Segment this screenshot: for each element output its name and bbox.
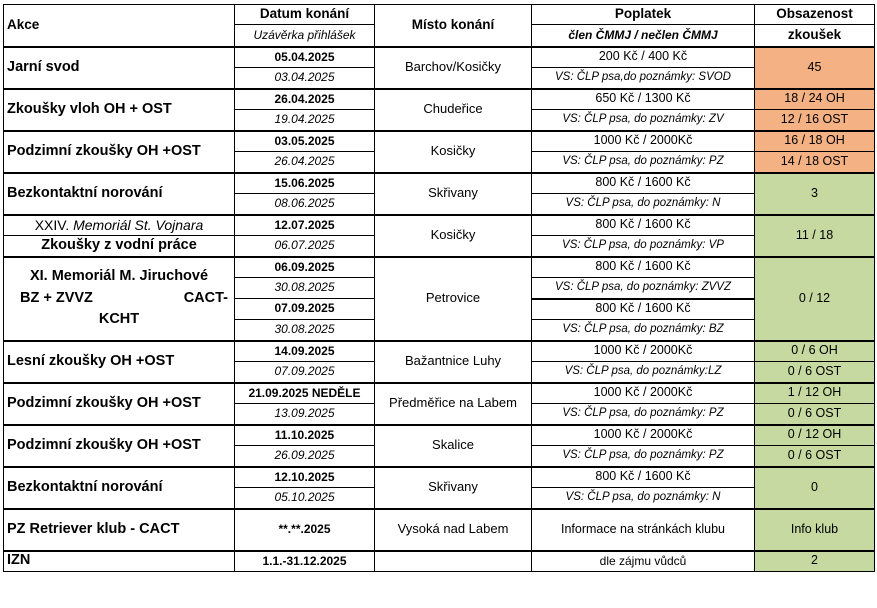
event-occupancy: 2	[755, 551, 875, 572]
event-name	[4, 257, 235, 341]
event-vs: VS: ČLP psa, do poznámky: N	[532, 488, 755, 509]
event-date: 05.04.2025	[235, 47, 375, 68]
event-name-line2	[8, 291, 230, 307]
event-name: Podzimní zkoušky OH +OST	[4, 425, 235, 467]
event-occupancy: 3	[755, 173, 875, 215]
event-occupancy: 0 / 12	[755, 257, 875, 341]
event-occupancy-oh: 18 / 24 OH	[755, 89, 875, 110]
event-deadline: 19.04.2025	[235, 110, 375, 131]
event-place: Barchov/Kosičky	[375, 47, 532, 89]
event-name: Lesní zkoušky OH +OST	[4, 341, 235, 383]
event-name: Jarní svod	[4, 47, 235, 89]
event-fee: 800 Kč / 1600 Kč	[532, 467, 755, 488]
event-name: Bezkontaktní norování	[4, 173, 235, 215]
event-vs: VS: ČLP psa,do poznámky: SVOD	[532, 68, 755, 89]
header-clen: člen ČMMJ / nečlen ČMMJ	[532, 25, 755, 47]
event-vs: VS: ČLP psa, do poznámky: VP	[532, 236, 755, 257]
event-name: Podzimní zkoušky OH +OST	[4, 383, 235, 425]
event-place: Skřivany	[375, 467, 532, 509]
event-date: 21.09.2025 NEDĚLE	[235, 383, 375, 404]
event-occupancy: 45	[755, 47, 875, 89]
event-vs: VS: ČLP psa, do poznámky: N	[532, 194, 755, 215]
event-occupancy-ost: 0 / 6 OST	[755, 404, 875, 425]
event-fee: 650 Kč / 1300 Kč	[532, 89, 755, 110]
event-occupancy-oh: 0 / 12 OH	[755, 425, 875, 446]
event-place: Kosičky	[375, 131, 532, 173]
event-date: 12.07.2025	[235, 215, 375, 236]
memorial-number: XXIV.	[34, 216, 74, 233]
memorial-title: Memoriál St. Vojnara	[73, 216, 204, 233]
event-name-part-b: CACT-	[183, 289, 228, 306]
event-vs: VS: ČLP psa, do poznámky: PZ	[532, 404, 755, 425]
header-misto: Místo konání	[375, 5, 532, 47]
event-date: **.**.2025	[235, 509, 375, 551]
event-deadline: 13.09.2025	[235, 404, 375, 425]
event-occupancy: 11 / 18	[755, 215, 875, 257]
event-deadline: 06.07.2025	[235, 236, 375, 257]
event-fee: 800 Kč / 1600 Kč	[532, 173, 755, 194]
event-place: Skalice	[375, 425, 532, 467]
event-date: 1.1.-31.12.2025	[235, 551, 375, 572]
event-occupancy-ost: 14 / 18 OST	[755, 152, 875, 173]
event-date: 14.09.2025	[235, 341, 375, 362]
event-name-line2: Zkoušky z vodní práce	[4, 236, 235, 257]
event-vs: VS: ČLP psa, do poznámky: PZ	[532, 446, 755, 467]
event-fee: 1000 Kč / 2000Kč	[532, 341, 755, 362]
event-fee: 800 Kč / 1600 Kč	[532, 215, 755, 236]
event-place: Vysoká nad Labem	[375, 509, 532, 551]
event-name-part-a: BZ + ZVVZ	[20, 289, 93, 306]
event-fee: 1000 Kč / 2000Kč	[532, 425, 755, 446]
header-poplatek: Poplatek	[532, 5, 755, 25]
event-deadline: 26.09.2025	[235, 446, 375, 467]
event-vs: VS: ČLP psa, do poznámky: PZ	[532, 152, 755, 173]
header-uzaverka: Uzávěrka přihlášek	[235, 25, 375, 47]
event-deadline: 08.06.2025	[235, 194, 375, 215]
event-occupancy-ost: 0 / 6 OST	[755, 446, 875, 467]
event-deadline: 05.10.2025	[235, 488, 375, 509]
header-obsazenost-2: zkoušek	[755, 25, 875, 47]
event-place: Chudeřice	[375, 89, 532, 131]
event-place: Skřivany	[375, 173, 532, 215]
event-place: Bažantnice Luhy	[375, 341, 532, 383]
event-place: Kosičky	[375, 215, 532, 257]
event-date: 15.06.2025	[235, 173, 375, 194]
header-akce: Akce	[4, 5, 235, 47]
event-occupancy-ost: 12 / 16 OST	[755, 110, 875, 131]
event-vs: VS: ČLP psa, do poznámky: ZV	[532, 110, 755, 131]
event-fee-1: 800 Kč / 1600 Kč	[532, 257, 755, 278]
event-name-line1: XI. Memoriál M. Jiruchové	[29, 267, 209, 284]
event-deadline: 26.04.2025	[235, 152, 375, 173]
header-obsazenost: Obsazenost	[755, 5, 875, 25]
event-fee: 1000 Kč / 2000Kč	[532, 131, 755, 152]
event-deadline-1: 30.08.2025	[235, 278, 375, 299]
event-deadline: 07.09.2025	[235, 362, 375, 383]
event-name: IZN	[4, 551, 235, 572]
events-table	[3, 4, 875, 572]
event-name: Bezkontaktní norování	[4, 467, 235, 509]
event-name-line1	[4, 215, 235, 236]
event-vs-2: VS: ČLP psa, do poznámky: BZ	[532, 320, 755, 341]
event-place: Předměřice na Labem	[375, 383, 532, 425]
event-vs: VS: ČLP psa, do poznámky:LZ	[532, 362, 755, 383]
event-fee: 200 Kč / 400 Kč	[532, 47, 755, 68]
event-occupancy: 0	[755, 467, 875, 509]
event-occupancy-ost: 0 / 6 OST	[755, 362, 875, 383]
event-name: Zkoušky vloh OH + OST	[4, 89, 235, 131]
event-fee: 1000 Kč / 2000Kč	[532, 383, 755, 404]
event-vs-1: VS: ČLP psa, do poznámky: ZVVZ	[532, 278, 755, 299]
event-name: PZ Retriever klub - CACT	[4, 509, 235, 551]
header-datum: Datum konání	[235, 5, 375, 25]
event-deadline: 03.04.2025	[235, 68, 375, 89]
event-occupancy: Info klub	[755, 509, 875, 551]
event-name: Podzimní zkoušky OH +OST	[4, 131, 235, 173]
event-fee: Informace na stránkách klubu	[532, 509, 755, 551]
event-occupancy-oh: 0 / 6 OH	[755, 341, 875, 362]
event-date: 11.10.2025	[235, 425, 375, 446]
event-place	[375, 551, 532, 572]
event-fee: dle zájmu vůdců	[532, 551, 755, 572]
event-deadline-2: 30.08.2025	[235, 320, 375, 341]
event-date: 12.10.2025	[235, 467, 375, 488]
event-occupancy-oh: 1 / 12 OH	[755, 383, 875, 404]
event-name-line3: KCHT	[98, 311, 140, 328]
event-occupancy-oh: 16 / 18 OH	[755, 131, 875, 152]
event-date: 26.04.2025	[235, 89, 375, 110]
event-date-2: 07.09.2025	[235, 299, 375, 320]
event-place: Petrovice	[375, 257, 532, 341]
event-date-1: 06.09.2025	[235, 257, 375, 278]
event-fee-2: 800 Kč / 1600 Kč	[532, 299, 755, 320]
event-date: 03.05.2025	[235, 131, 375, 152]
